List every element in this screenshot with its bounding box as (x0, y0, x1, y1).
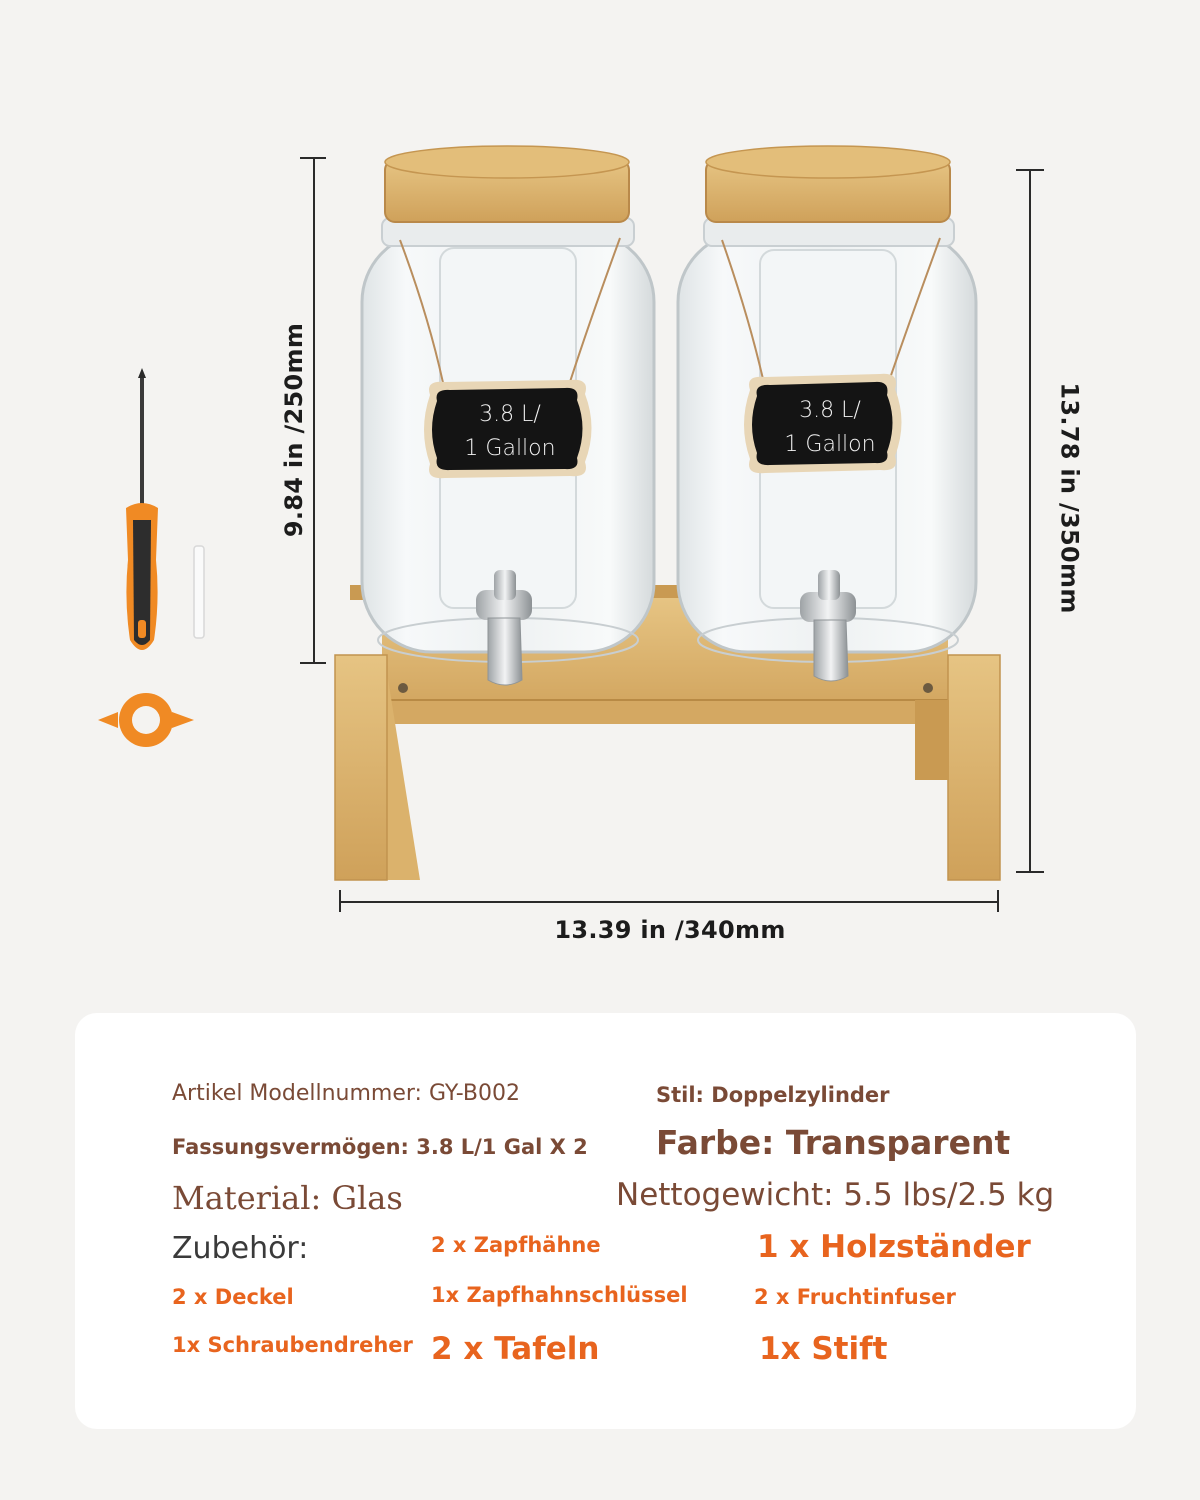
jar-label-right-line1: 3.8 L/ (799, 398, 861, 423)
tap-key-icon (98, 693, 194, 747)
screwdriver-icon (126, 368, 158, 650)
accessory-screwdriver: 1x Schraubendreher (172, 1333, 413, 1357)
accessory-pen: 1x Stift (759, 1331, 888, 1367)
spec-style: Stil: Doppelzylinder (656, 1083, 890, 1107)
spec-accessories-label: Zubehör: (172, 1231, 309, 1266)
accessory-taps: 2 x Zapfhähne (431, 1233, 601, 1257)
dimension-line-bottom (340, 890, 998, 912)
spec-color: Farbe: Transparent (656, 1123, 1011, 1162)
jar-label-left-line1: 3.8 L/ (479, 402, 541, 427)
jar-label-left (440, 398, 580, 466)
spec-panel (75, 1013, 1136, 1429)
spec-capacity: Fassungsvermögen: 3.8 L/1 Gal X 2 (172, 1135, 588, 1159)
jar-label-right (760, 394, 900, 462)
accessory-wooden-stand: 1 x Holzständer (757, 1229, 1031, 1265)
spec-weight: Nettogewicht: 5.5 lbs/2.5 kg (616, 1177, 1055, 1213)
dimension-height-right: 13.78 in /350mm (1055, 382, 1084, 614)
jar-label-left-line2: 1 Gallon (464, 436, 556, 461)
dimension-width-bottom: 13.39 in /340mm (554, 916, 786, 944)
accessory-fruit-infusers: 2 x Fruchtinfuser (754, 1285, 956, 1309)
dimension-height-left: 9.84 in /250mm (279, 322, 308, 538)
accessory-lids: 2 x Deckel (172, 1285, 294, 1309)
accessory-tap-key: 1x Zapfhahnschlüssel (431, 1283, 688, 1307)
chalk-pen-icon (194, 546, 204, 638)
dimension-line-right (1016, 170, 1044, 872)
spec-model: Artikel Modellnummer: GY-B002 (172, 1081, 520, 1106)
spec-material: Material: Glas (172, 1179, 403, 1217)
accessory-chalkboards: 2 x Tafeln (431, 1331, 600, 1367)
jar-label-right-line2: 1 Gallon (784, 432, 876, 457)
